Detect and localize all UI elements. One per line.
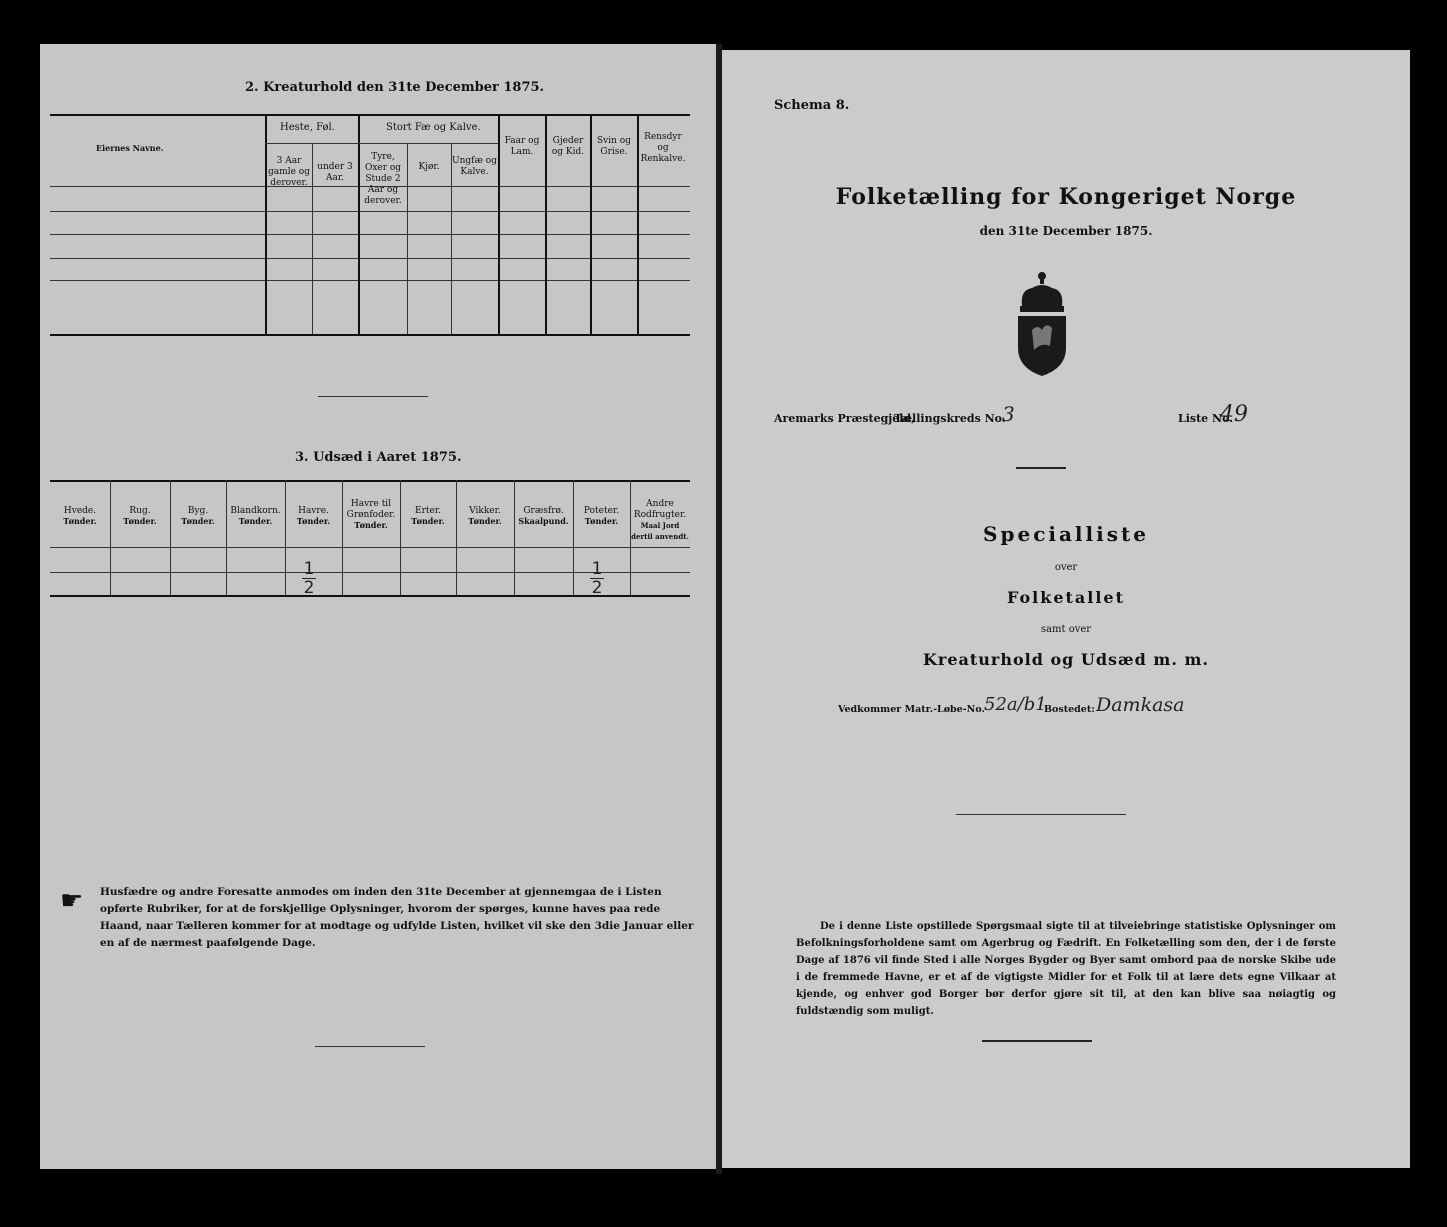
col-blandkorn: Blandkorn. Tønder.	[230, 506, 281, 526]
col-rug: Rug. Tønder.	[123, 506, 157, 526]
parish-label: Aremarks Præstegjeld,	[774, 412, 915, 425]
cattle-young-header: Ungfæ og Kalve.	[452, 156, 497, 177]
col-graesfro: Græsfrø. Skaalpund.	[518, 506, 569, 526]
cattle-header: Stort Fæ og Kalve.	[386, 122, 481, 133]
list-number: 49	[1220, 402, 1248, 427]
reindeer-header: Rensdyr og Renkalve.	[640, 132, 686, 164]
col-vikker: Vikker. Tønder.	[468, 506, 502, 526]
divider	[318, 396, 428, 397]
samt-over-text: samt over	[1040, 624, 1092, 635]
divider	[1016, 467, 1066, 469]
specialliste-heading: Specialliste	[983, 522, 1149, 546]
goats-header: Gjeder og Kid.	[551, 136, 585, 157]
list-label: Liste No.	[1178, 412, 1234, 425]
folketallet-heading: Folketallet	[1007, 588, 1125, 607]
pointing-hand-icon: ☛	[60, 886, 84, 916]
cattle-cows-header: Kjør.	[418, 162, 440, 172]
district-label: Tællingskreds No.	[894, 412, 1006, 425]
owner-names-header: Eiernes Navne.	[96, 143, 164, 153]
horses-3yr-header: 3 Aar gamle og derover.	[268, 156, 310, 188]
horses-header: Heste, Føl.	[280, 122, 335, 133]
left-page	[40, 44, 716, 1169]
col-byg: Byg. Tønder.	[181, 506, 215, 526]
col-havre: Havre. Tønder.	[296, 506, 331, 526]
col-hvede: Hvede. Tønder.	[63, 506, 97, 526]
over-text: over	[1054, 562, 1078, 573]
pigs-header: Svin og Grise.	[597, 136, 631, 157]
sheep-header: Faar og Lam.	[504, 136, 540, 157]
bottom-divider	[982, 1040, 1092, 1042]
section3-title: 3. Udsæd i Aaret 1875.	[295, 450, 462, 465]
schema-label: Schema 8.	[774, 98, 850, 113]
col-erter: Erter. Tønder.	[411, 506, 445, 526]
bosted-label: Bostedet:	[1044, 704, 1095, 715]
col-andre-rodfrugter: Andre Rodfrugter. Maal Jord dertil anvendt.	[631, 499, 689, 541]
right-page	[722, 50, 1410, 1168]
matr-label: Vedkommer Matr.-Løbe-No.	[838, 704, 985, 715]
notice-text: Husfædre og andre Foresatte anmodes om inden den 31te December at gjennemgaa de i Listen opførte Rubriker, for at de forskjellige Oplysninger, hvorom der spørges, kunne haves paa rede Haand, naar Tælleren kommer for at modtage og udfylde Listen, hvilket vil ske den 3die Januar eller en af de nærmest paafølgende Dage.	[100, 886, 694, 949]
poteter-value: 1 2	[591, 559, 603, 598]
havre-value: 1 2	[303, 559, 315, 598]
bottom-divider	[315, 1046, 425, 1047]
coat-of-arms-icon	[1012, 270, 1072, 378]
main-title: Folketælling for Kongeriget Norge	[835, 184, 1297, 210]
bosted-value: Damkasa	[1096, 694, 1185, 716]
section2-title: 2. Kreaturhold den 31te December 1875.	[245, 80, 545, 95]
district-number: 3	[1002, 402, 1015, 426]
col-poteter: Poteter. Tønder.	[583, 506, 620, 526]
book-spine	[716, 44, 722, 1174]
horses-under3-header: under 3 Aar.	[317, 162, 353, 183]
explanation-paragraph: De i denne Liste opstillede Spørgsmaal sigte til at tilveiebringe statistiske Oplysninger om Befolkningsforholdene samt om Agerbrug og Fædrift. En Folketælling som den, der i de første Dage af 1876 vil finde Sted i alle Norges Bygder og Byer samt ombord paa de norske Skibe ude i de fremmede Havne, er et af de vigtigste Midler for et Folk til at lære dets egne Vilkaar at kjende, og enhver god Borger bør derfor gjøre sit til, at den kan blive saa nøiagtig og fuldstændig som muligt.	[796, 921, 1336, 1017]
cattle-bulls-header: Tyre, Oxer og Stude 2 Aar og derover.	[364, 152, 402, 206]
divider-2	[956, 814, 1126, 815]
col-havre-gronfoder: Havre til Grønfoder. Tønder.	[346, 499, 396, 530]
main-date: den 31te December 1875.	[979, 224, 1153, 238]
kreaturhold-heading: Kreaturhold og Udsæd m. m.	[923, 650, 1209, 669]
matr-value: 52a/b1	[984, 694, 1047, 715]
